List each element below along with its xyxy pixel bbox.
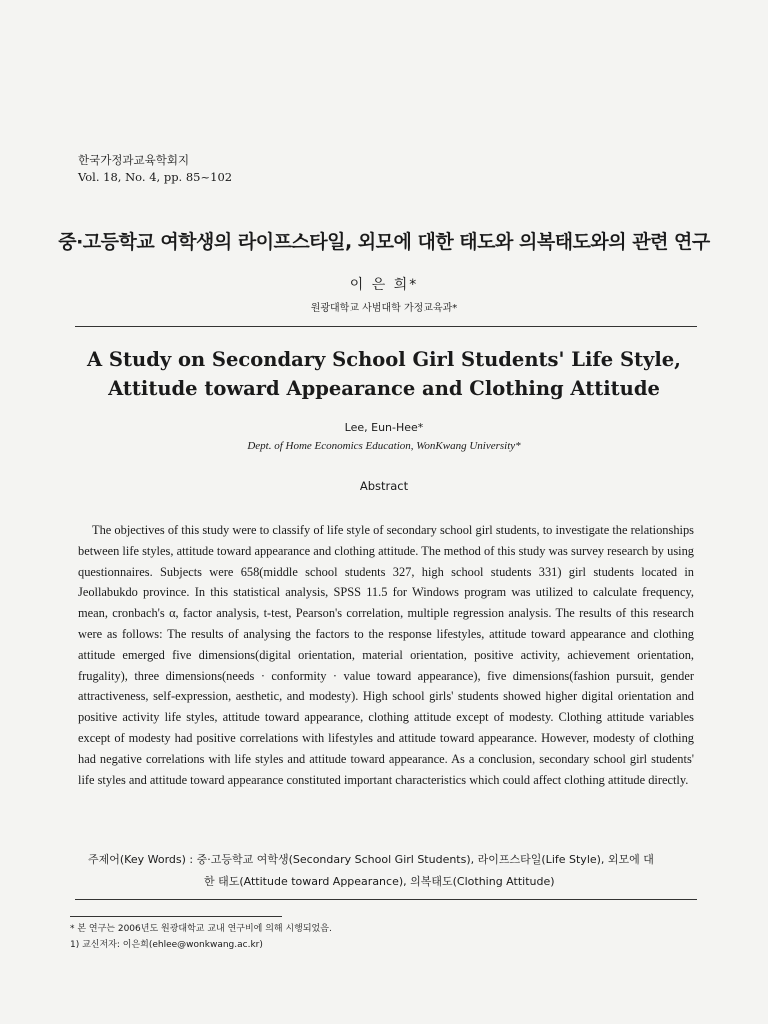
- english-title-line2: Attitude toward Appearance and Clothing Attitude: [108, 377, 660, 400]
- footnotes: [70, 921, 690, 953]
- korean-title: 중·고등학교 여학생의 라이프스타일, 외모에 대한 태도와 의복태도와의 관련 연구: [58, 231, 710, 253]
- keywords-label: 주제어(Key Words) :: [88, 853, 197, 866]
- keywords: [88, 849, 696, 893]
- korean-affiliation: 원광대학교 사범대학 가정교육과*: [310, 303, 458, 314]
- journal-name: 한국가정과교육학회지: [78, 153, 190, 167]
- abstract-heading: Abstract: [359, 479, 409, 493]
- english-title-line1: A Study on Secondary School Girl Students' Life Style,: [87, 348, 681, 371]
- journal-info: [78, 152, 232, 186]
- header-divider: [75, 326, 697, 327]
- abstract-body: The objectives of this study were to classify of life style of secondary school girl students, to investigate the relationships between life styles, attitude toward appearance and clothing attitude. The method of this study was survey research by using questionnaires. Subjects were 658(middle school students 327, high school students 331) girl students located in Jeollabukdo province. In this statistical analysis, SPSS 11.5 for Windows program was utilized to calculate frequency, mean, cronbach's α, factor analysis, t-test, Pearson's correlation, multiple regression analysis. The results of this research were as follows: The results of analysing the factors to the response lifestyles, attitude toward appearance and clothing attitude emerged five dimensions(digital orientation, material orientation, positive activity, achievement orientation, frugality), three dimensions(needs · conformity · value toward appearance), five dimensions(fashion pursuit, gender attractiveness, self-expression, aesthetic, and modesty). High school girls' students showed higher digital orientation and positive activity life styles, attitude toward appearance, clothing attitude except of modesty. Clothing attitude variables except of modesty had positive correlations with lifestyles and attitude toward appearance. However, modesty of clothing had negative correlations with life styles and attitude toward appearance. As a conclusion, secondary school girl students' life styles and attitude toward appearance constituted important characteristics which could affect clothing attitude directly.: [78, 523, 694, 787]
- keywords-line1: 중·고등학교 여학생(Secondary School Girl Students), 라이프스타일(Life Style), 외모에 대: [196, 853, 654, 866]
- english-title: [0, 345, 768, 403]
- footnote-divider: [70, 916, 282, 917]
- journal-volume: Vol. 18, No. 4, pp. 85~102: [78, 170, 233, 184]
- keywords-line2: 한 태도(Attitude toward Appearance), 의복태도(Clothing Attitude): [204, 875, 555, 888]
- footnote-corresponding: 1) 교신저자: 이은희(ehlee@wonkwang.ac.kr): [70, 940, 263, 950]
- english-affiliation: Dept. of Home Economics Education, WonKwang University*: [247, 440, 521, 452]
- korean-author: 이 은 희*: [349, 277, 419, 293]
- english-author: Lee, Eun-Hee*: [344, 421, 424, 434]
- keywords-divider: [75, 899, 697, 900]
- footnote-funding: * 본 연구는 2006년도 원광대학교 교내 연구비에 의해 시행되었음.: [70, 924, 332, 934]
